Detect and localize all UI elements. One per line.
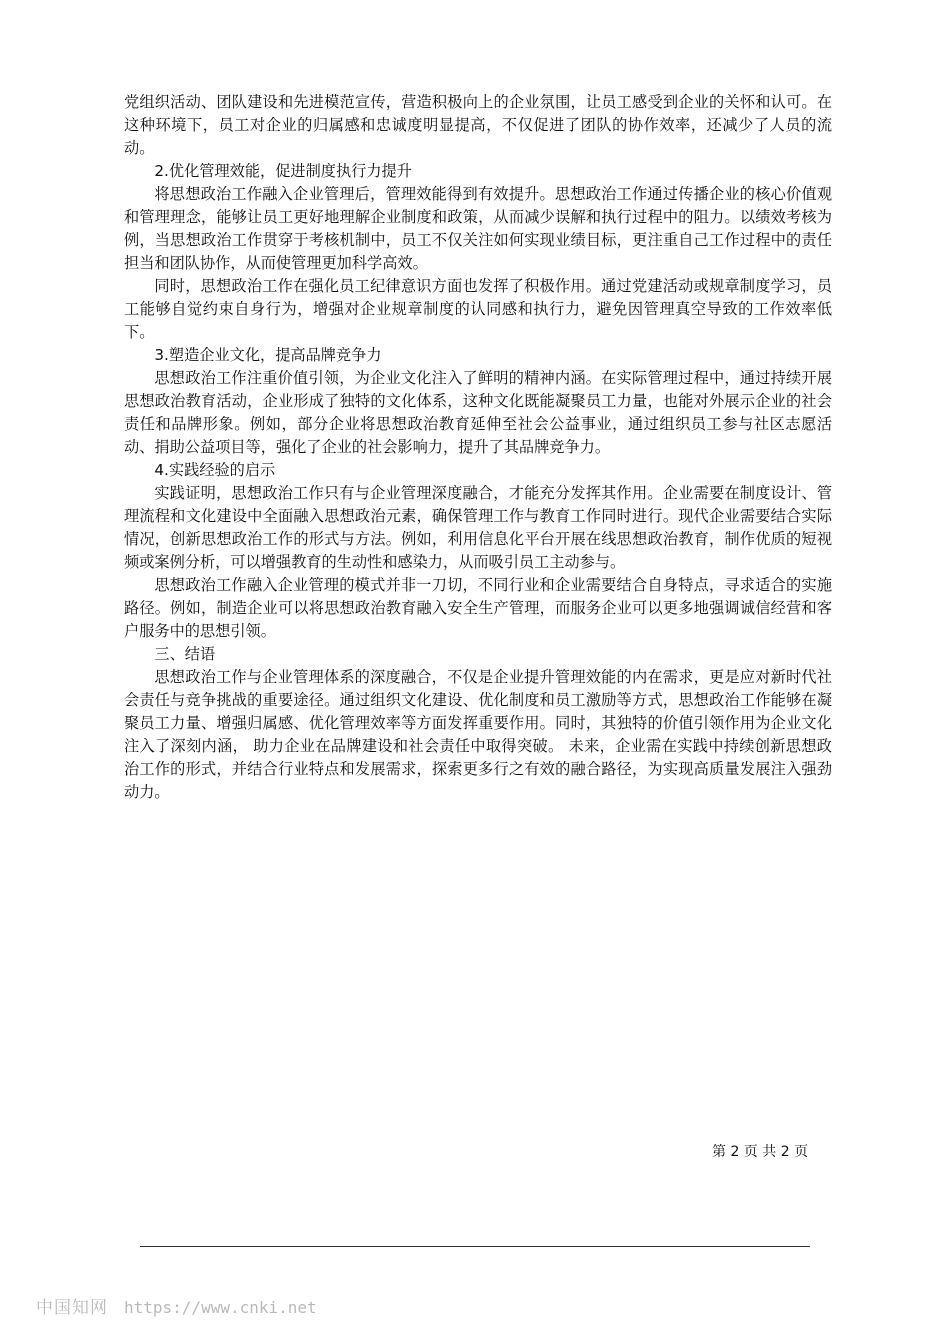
conclusion-heading: 三、结语 (154, 645, 216, 663)
cnki-watermark (36, 1293, 317, 1318)
body-paragraph: 将思想政治工作融入企业管理后，管理效能得到有效提升。思想政治工作通过传播企业的核心价值观和管理理念，能够让员工更好地理解企业制度和政策，从而减少误解和执行过程中的阻力。以绩效考核为例，当思想政治工作贯穿于考核机制中，员工不仅关注如何实现业绩目标，更注重自己工作过程中的责任担当和团队协作，从而使管理更加科学高效。 (124, 185, 832, 272)
body-paragraph: 党组织活动、团队建设和先进模范宣传，营造积极向上的企业氛围，让员工感受到企业的关怀和认可。在这种环境下，员工对企业的归属感和忠诚度明显提高，不仅促进了团队的协作效率，还减少了人员的流动。 (124, 93, 832, 157)
watermark-url: https://www.cnki.net (124, 1298, 317, 1317)
section-heading: 4.实践经验的启示 (154, 461, 276, 479)
body-paragraph: 思想政治工作融入企业管理的模式并非一刀切，不同行业和企业需要结合自身特点，寻求适合的实施路径。例如，制造企业可以将思想政治教育融入安全生产管理，而服务企业可以更多地强调诚信经营和客户服务中的思想引领。 (124, 576, 832, 640)
body-paragraph: 思想政治工作注重价值引领，为企业文化注入了鲜明的精神内涵。在实际管理过程中，通过持续开展思想政治教育活动，企业形成了独特的文化体系，这种文化既能凝聚员工力量，也能对外展示企业的社会责任和品牌形象。例如，部分企业将思想政治教育延伸至社会公益事业，通过组织员工参与社区志愿活动、捐助公益项目等，强化了企业的社会影响力，提升了其品牌竞争力。 (124, 369, 832, 456)
page-number: 第 2 页 共 2 页 (712, 1144, 809, 1160)
body-paragraph: 实践证明，思想政治工作只有与企业管理深度融合，才能充分发挥其作用。企业需要在制度设计、管理流程和文化建设中全面融入思想政治元素，确保管理工作与教育工作同时进行。现代企业需要结合实际情况，创新思想政治工作的形式与方法。例如，利用信息化平台开展在线思想政治教育，制作优质的短视频或案例分析，可以增强教育的生动性和感染力，从而吸引员工主动参与。 (124, 484, 832, 571)
body-paragraph: 同时，思想政治工作在强化员工纪律意识方面也发挥了积极作用。通过党建活动或规章制度学习，员工能够自觉约束自身行为，增强对企业规章制度的认同感和执行力，避免因管理真空导致的工作效率低下。 (124, 277, 832, 341)
footer-divider (140, 1246, 810, 1247)
section-heading: 3.塑造企业文化，提高品牌竞争力 (154, 346, 382, 364)
body-paragraph: 思想政治工作与企业管理体系的深度融合，不仅是企业提升管理效能的内在需求，更是应对新时代社会责任与竞争挑战的重要途径。通过组织文化建设、优化制度和员工激励等方式，思想政治工作能够在凝聚员工力量、增强归属感、优化管理效率等方面发挥重要作用。同时，其独特的价值引领作用为企业文化注入了深刻内涵， 助力企业在品牌建设和社会责任中取得突破。 未来，企业需在实践中持续创新思想政治工作的形式，并结合行业特点和发展需求，探索更多行之有效的融合路径，为实现高质量发展注入强劲动力。 (124, 668, 832, 801)
document-body (124, 91, 832, 804)
watermark-site-name: 中国知网 (36, 1298, 108, 1318)
section-heading: 2.优化管理效能，促进制度执行力提升 (154, 162, 412, 180)
